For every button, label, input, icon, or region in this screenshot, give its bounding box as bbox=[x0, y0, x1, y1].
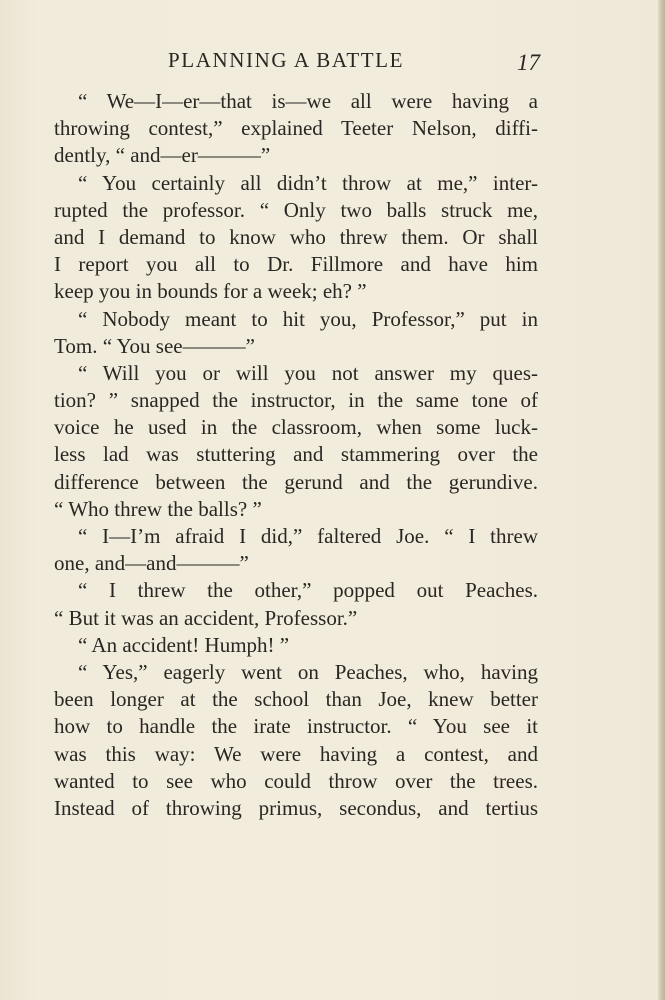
text-line: tion? ” snapped the instructor, in the same tone of bbox=[54, 388, 538, 413]
text-line: how to handle the irate instructor. “ You see it bbox=[54, 714, 538, 739]
text-line: dently, “ and—er———” bbox=[54, 143, 271, 168]
running-head: PLANNING A BATTLE bbox=[168, 48, 405, 72]
text-line: “ Nobody meant to hit you, Professor,” put in bbox=[78, 306, 538, 331]
text-line: been longer at the school than Joe, knew better bbox=[54, 687, 538, 712]
text-line: “ We—I—er—that is—we all were having a bbox=[78, 89, 538, 113]
page-number: 17 bbox=[517, 50, 540, 75]
text-line: and I demand to know who threw them. Or shall bbox=[54, 224, 538, 249]
text-line: less lad was stuttering and stammering over the bbox=[54, 442, 538, 467]
text-line: was this way: We were having a contest, and bbox=[54, 741, 538, 766]
text-line: “ You certainly all didn’t throw at me,” inter- bbox=[78, 170, 538, 195]
text-line: keep you in bounds for a week; eh? ” bbox=[54, 279, 367, 304]
page-edge-shadow bbox=[658, 0, 665, 1000]
text-line: difference between the gerund and the gerundive. bbox=[54, 469, 538, 494]
text-line: voice he used in the classroom, when some luck- bbox=[54, 415, 538, 440]
text-line: “ I threw the other,” popped out Peaches. bbox=[78, 578, 538, 603]
text-line: “ Who threw the balls? ” bbox=[54, 496, 262, 521]
text-line: wanted to see who could throw over the trees. bbox=[54, 768, 538, 793]
text-line: Instead of throwing primus, secondus, and tertius bbox=[54, 795, 538, 820]
text-line: rupted the professor. “ Only two balls struck me, bbox=[54, 197, 538, 222]
page-header bbox=[168, 48, 540, 78]
text-line: “ Yes,” eagerly went on Peaches, who, having bbox=[78, 659, 538, 684]
text-line: throwing contest,” explained Teeter Nelson, diffi- bbox=[54, 116, 538, 141]
text-line: “ But it was an accident, Professor.” bbox=[54, 605, 358, 630]
body-text bbox=[54, 88, 538, 822]
text-line: “ An accident! Humph! ” bbox=[78, 632, 290, 657]
text-line: I report you all to Dr. Fillmore and have him bbox=[54, 252, 538, 277]
text-line: “ Will you or will you not answer my ques- bbox=[78, 360, 538, 385]
text-line: Tom. “ You see———” bbox=[54, 333, 255, 358]
text-line: “ I—I’m afraid I did,” faltered Joe. “ I threw bbox=[78, 524, 538, 548]
text-line: one, and—and———” bbox=[54, 551, 249, 576]
